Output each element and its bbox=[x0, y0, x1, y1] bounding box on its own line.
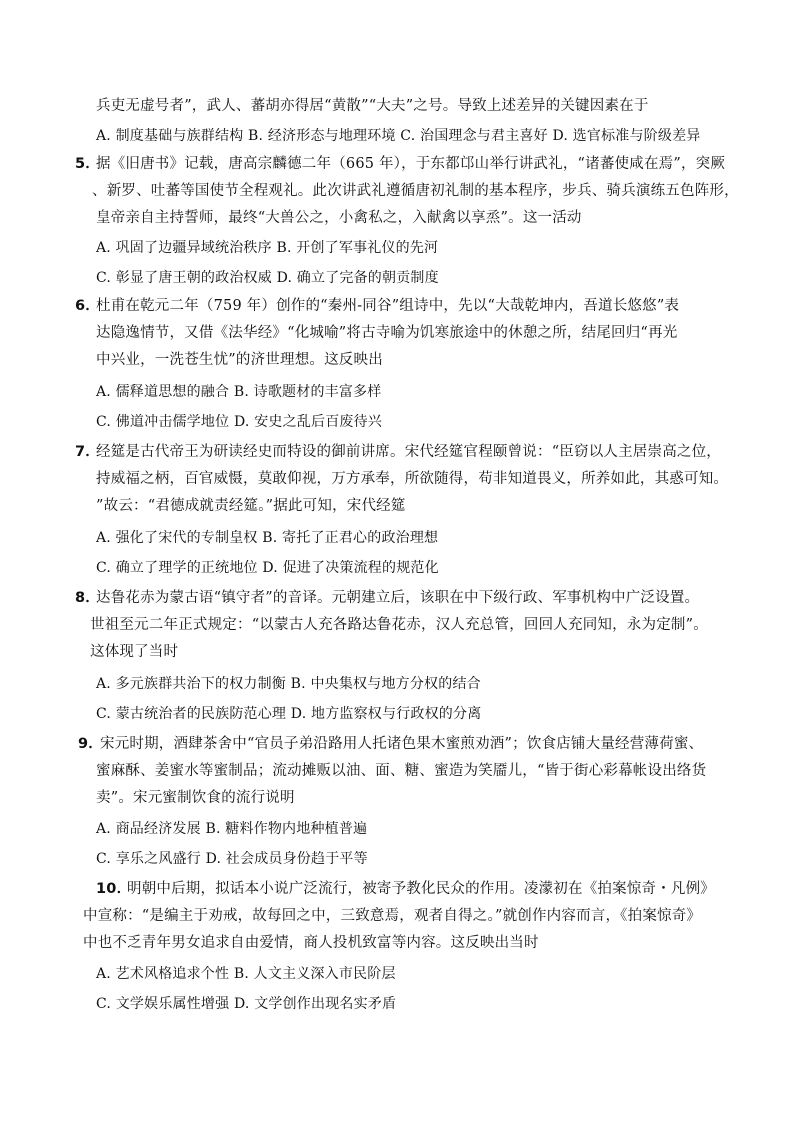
question-10-stem-line-1: 明朝中后期，拟话本小说广泛流行，被寄予教化民众的作用。凌濛初在《拍案惊奇・凡例》 bbox=[127, 881, 715, 897]
question-10-stem-line-3: 中也不乏青年男女追求自由爱情，商人投机致富等内容。这反映出当时 bbox=[83, 935, 539, 951]
question-5-options-ab: A. 巩固了边疆异域统治秩序 B. 开创了军事礼仪的先河 bbox=[96, 240, 439, 256]
question-7-options-cd: C. 确立了理学的正统地位 D. 促进了决策流程的规范化 bbox=[96, 560, 439, 576]
question-6-number: 6． bbox=[75, 298, 100, 314]
question-10-options-cd: C. 文学娱乐属性增强 D. 文学创作出现名实矛盾 bbox=[96, 996, 397, 1012]
question-5-number: 5． bbox=[75, 156, 100, 172]
question-6-options-cd: C. 佛道冲击儒学地位 D. 安史之乱后百废待兴 bbox=[96, 414, 382, 430]
question-8-stem-line-1: 达鲁花赤为蒙古语“镇守者”的音译。元朝建立后，该职在中下级行政、军事机构中广泛设置。 bbox=[96, 590, 700, 606]
question-5-options-cd: C. 彰显了唐王朝的政治权威 D. 确立了完备的朝贡制度 bbox=[96, 270, 439, 286]
question-4-options: A. 制度基础与族群结构 B. 经济形态与地理环境 C. 治国理念与君主喜好 D. 选官标准与阶级差异 bbox=[96, 128, 701, 144]
question-5-stem-line-2: 、新罗、吐蕃等国使节全程观礼。此次讲武礼遵循唐初礼制的基本程序，步兵、骑兵演练五色阵形， bbox=[92, 183, 739, 199]
question-6-stem-line-3: 中兴业，一洗苍生忧”的济世理想。这反映出 bbox=[96, 352, 383, 368]
question-5-stem-line-1: 据《旧唐书》记载，唐高宗麟德二年（665 年），于东都邙山举行讲武礼，“诸蕃使咸在焉”，突厥 bbox=[96, 156, 726, 172]
question-6-options-ab: A. 儒释道思想的融合 B. 诗歌题材的丰富多样 bbox=[96, 384, 382, 400]
question-10-stem-line-2: 中宣称：“是编主于劝戒，故每回之中，三致意焉，观者自得之。”就创作内容而言，《拍案惊奇》 bbox=[83, 908, 702, 924]
question-8-options-ab: A. 多元族群共治下的权力制衡 B. 中央集权与地方分权的结合 bbox=[96, 676, 481, 692]
question-6-stem-line-1: 杜甫在乾元二年（759 年）创作的“秦州-同谷”组诗中，先以“大哉乾坤内，吾道长悠悠”表 bbox=[96, 298, 680, 314]
question-9-stem-line-1: 宋元时期，酒肆茶舍中“官员子弟沿路用人托诸色果木蜜煎劝酒”；饮食店铺大量经营薄荷蜜、 bbox=[100, 736, 704, 752]
question-10-number: 10． bbox=[96, 881, 132, 897]
question-9-options-ab: A. 商品经济发展 B. 糖料作物内地种植普遍 bbox=[96, 821, 368, 837]
question-9-stem-line-2: 蜜麻酥、姜蜜水等蜜制品；流动摊贩以油、面、糖、蜜造为笑靥儿，“皆于街心彩幕帐设出络货 bbox=[96, 763, 707, 779]
question-5-stem-line-3: 皇帝亲自主持誓师，最终“大兽公之，小禽私之，入献禽以享烝”。这一活动 bbox=[96, 210, 582, 226]
question-9-options-cd: C. 享乐之风盛行 D. 社会成员身份趋于平等 bbox=[96, 851, 368, 867]
question-7-number: 7． bbox=[75, 444, 100, 460]
question-9-number: 9． bbox=[78, 736, 103, 752]
question-7-stem-line-3: ”故云：“君德成就责经筵。”据此可知，宋代经筵 bbox=[96, 498, 406, 514]
question-8-stem-line-2: 世祖至元二年正式规定：“以蒙古人充各路达鲁花赤，汉人充总管，回回人充同知，永为定制”。 bbox=[90, 617, 708, 633]
question-8-number: 8． bbox=[75, 590, 100, 606]
question-7-stem-line-1: 经筵是古代帝王为研读经史而特设的御前讲席。宋代经筵官程颐曾说：“臣窃以人主居崇高之位， bbox=[96, 444, 722, 460]
question-8-stem-line-3: 这体现了当时 bbox=[90, 644, 179, 660]
question-9-stem-line-3: 卖”。宋元蜜制饮食的流行说明 bbox=[96, 790, 295, 806]
question-7-stem-line-2: 持威福之柄，百官威慑，莫敢仰视，万方承奉，所欲随得，苟非知道畏义，所养如此，其惑可知。 bbox=[96, 471, 729, 487]
question-10-options-ab: A. 艺术风格追求个性 B. 人文主义深入市民阶层 bbox=[96, 966, 396, 982]
question-6-stem-line-2: 达隐逸情节，又借《法华经》“化城喻”将古寺喻为饥寒旅途中的休憩之所，结尾回归“再光 bbox=[96, 325, 678, 341]
question-8-options-cd: C. 蒙古统治者的民族防范心理 D. 地方监察权与行政权的分离 bbox=[96, 706, 482, 722]
question-7-options-ab: A. 强化了宋代的专制皇权 B. 寄托了正君心的政治理想 bbox=[96, 530, 439, 546]
question-4-stem-line: 兵吏无虚号者”，武人、蕃胡亦得居“黄散”“大夫”之号。导致上述差异的关键因素在于 bbox=[96, 98, 649, 114]
